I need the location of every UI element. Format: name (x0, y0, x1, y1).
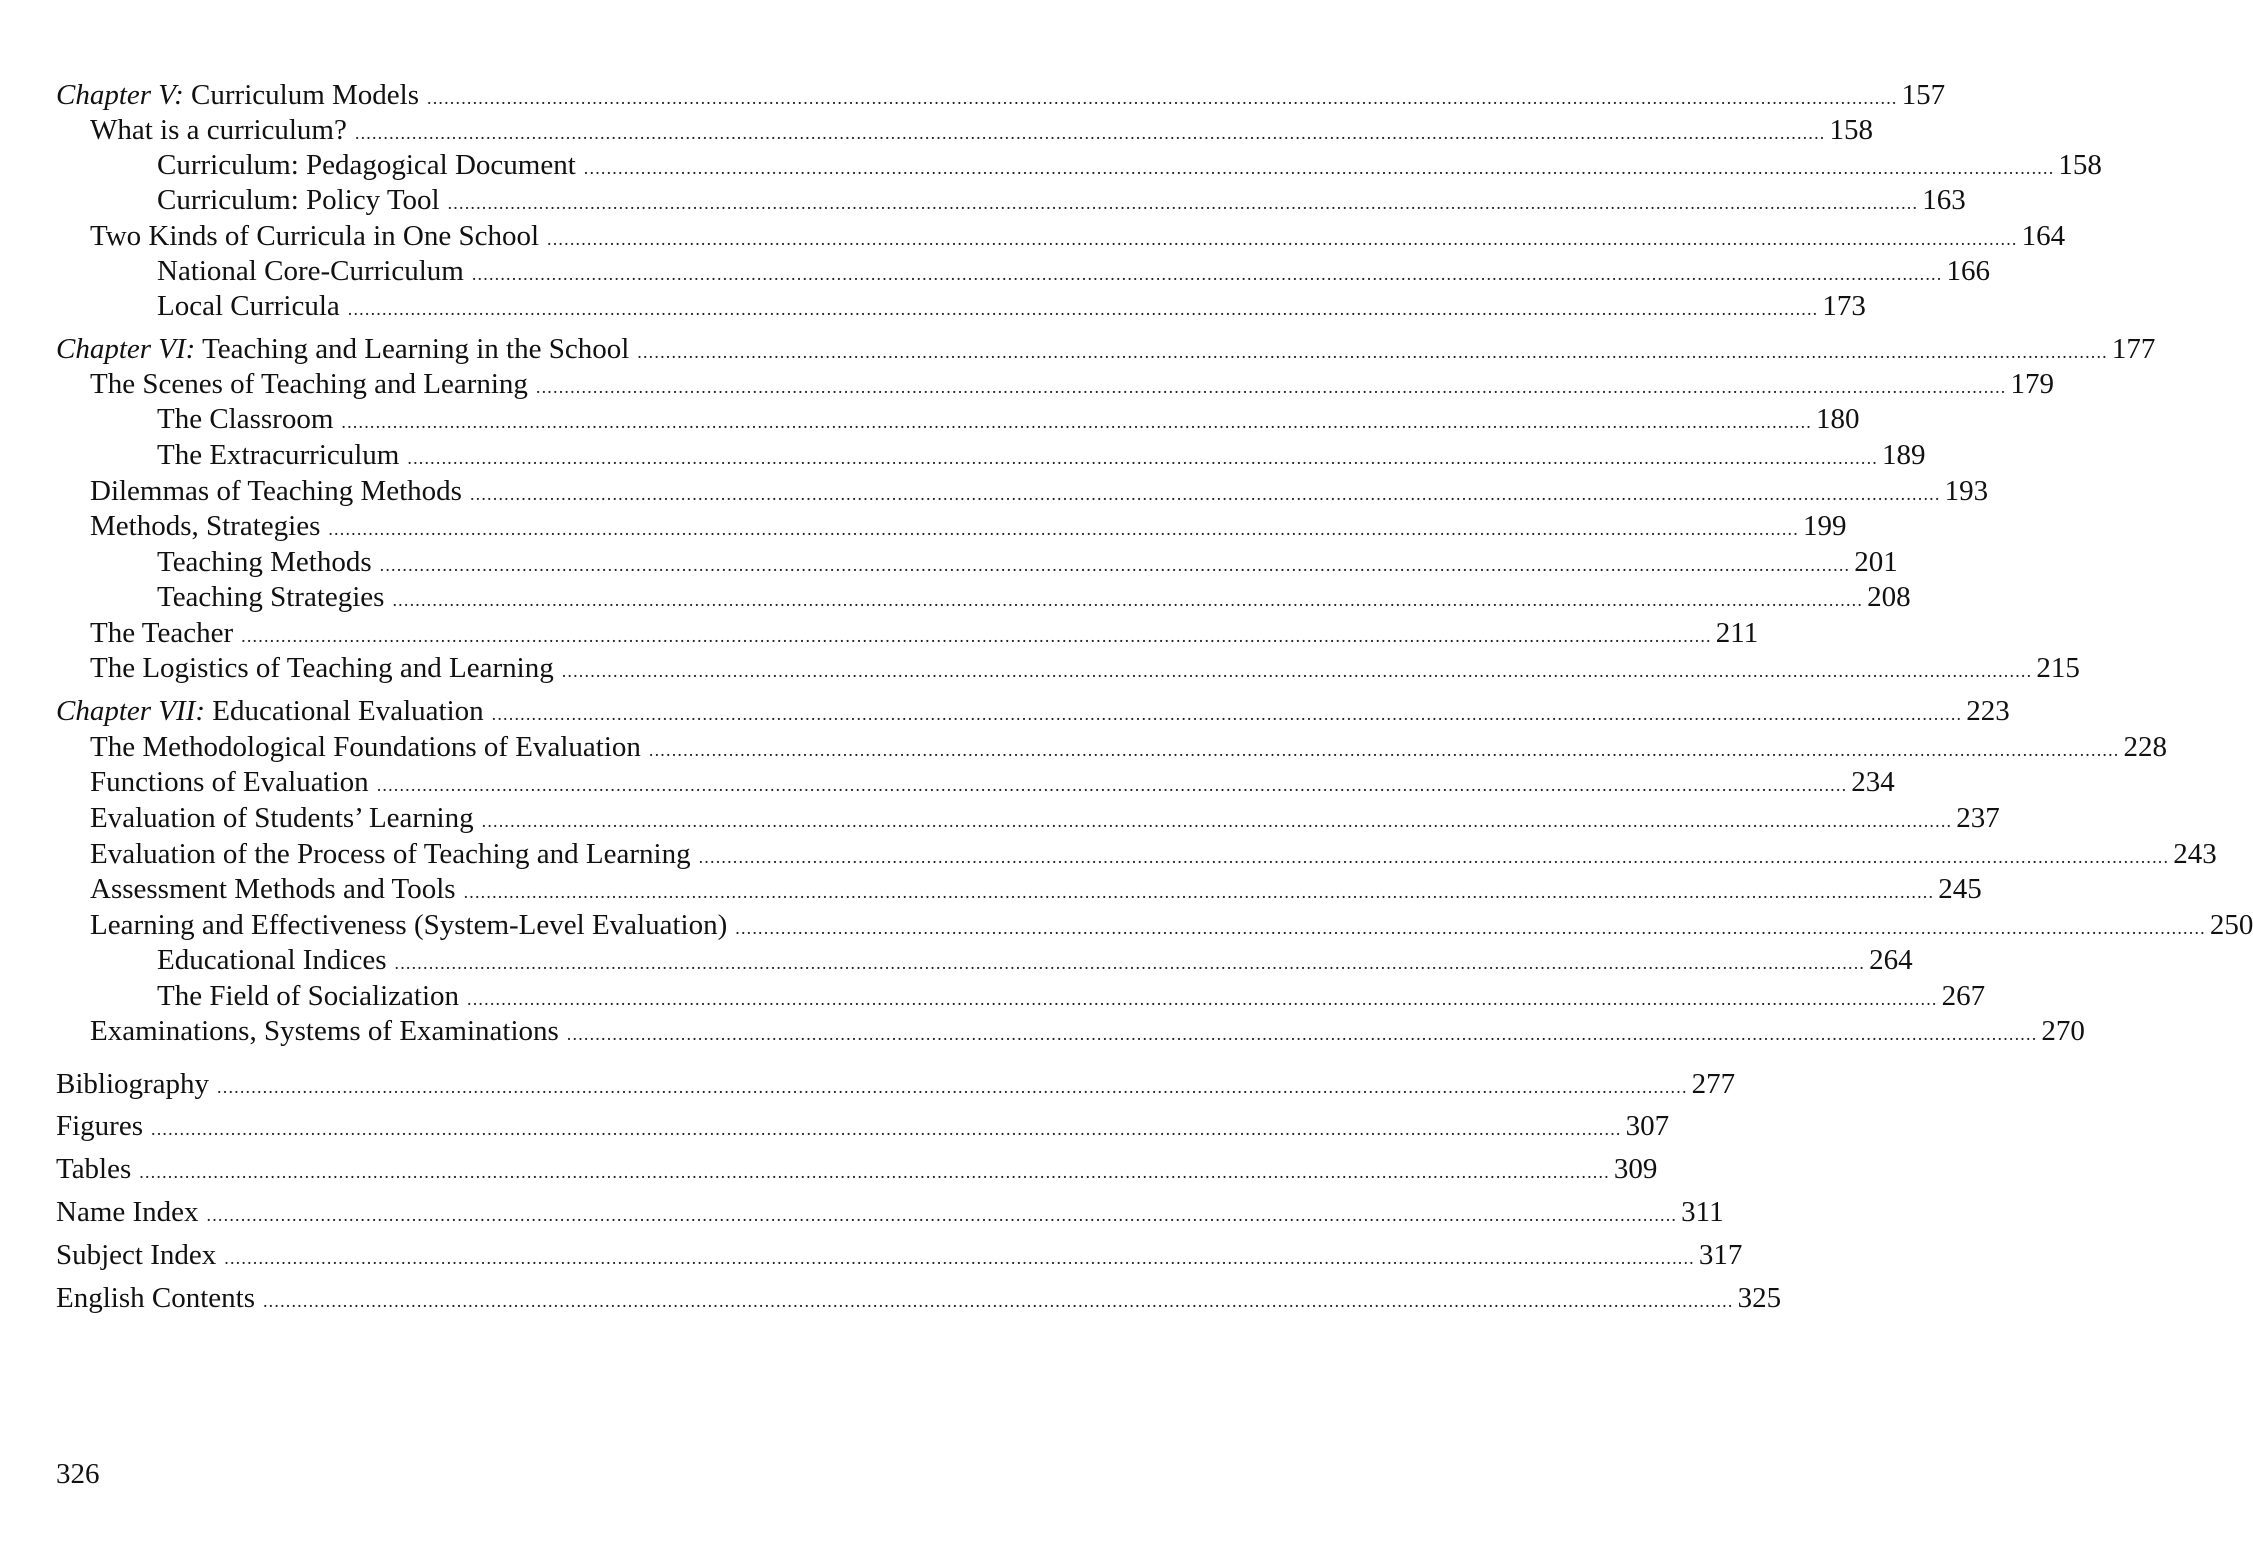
chapter-label: Chapter VII: (56, 695, 205, 727)
toc-subsection-row (0, 978, 1986, 1014)
toc-subsection-row (0, 147, 2102, 183)
toc-section-row (0, 907, 2253, 943)
toc-page-number: 179 (2010, 368, 2055, 400)
toc-page-number: 309 (1613, 1153, 1658, 1185)
toc-page-number: 250 (2209, 909, 2253, 941)
toc-entry-title: The Teacher (90, 617, 234, 649)
toc-entry-title: National Core-Curriculum (157, 255, 464, 287)
dot-leader (562, 653, 2033, 689)
toc-entry-title: Bibliography (56, 1068, 210, 1100)
dot-leader (380, 547, 1851, 583)
toc-subsection-row (0, 942, 1913, 978)
toc-page-number: 245 (1938, 873, 1982, 905)
toc-page-number: 270 (2041, 1015, 2085, 1047)
dot-leader (348, 291, 1819, 327)
toc-subsection-row (0, 437, 1926, 473)
toc-subsection-row (0, 544, 1898, 580)
toc-section-row (0, 366, 2055, 402)
toc-chapter-row (0, 77, 1946, 113)
toc-entry-title: Educational Indices (157, 944, 387, 976)
toc-page-number: 163 (1922, 184, 1966, 216)
toc-entry-title: Examinations, Systems of Examinations (90, 1015, 559, 1047)
toc-page-number: 180 (1816, 403, 1860, 435)
toc-backmatter-row (0, 1280, 1782, 1316)
dot-leader (492, 696, 1963, 732)
dot-leader (584, 150, 2055, 186)
dot-leader (392, 582, 1863, 618)
toc-page-number: 325 (1737, 1282, 1782, 1314)
toc-section-row (0, 729, 2168, 765)
toc-page-number: 307 (1625, 1110, 1670, 1142)
dot-leader (649, 732, 2120, 768)
dot-leader (407, 440, 1878, 476)
toc-page-number: 193 (1944, 475, 1989, 507)
toc-page-number: 158 (1829, 114, 1873, 146)
toc-entry-title: The Methodological Foundations of Evaluation (90, 731, 641, 763)
toc-section-row (0, 218, 2066, 254)
toc-backmatter-row (0, 1151, 1658, 1187)
toc-page-number: 267 (1941, 980, 1986, 1012)
toc-page-number: 158 (2058, 149, 2102, 181)
toc-entry-title: The Field of Socialization (157, 980, 460, 1012)
toc-section-row (0, 764, 1895, 800)
dot-leader (467, 981, 1938, 1017)
toc-page-number: 173 (1822, 290, 1866, 322)
toc-entry-title: English Contents (56, 1282, 255, 1314)
toc-section-row (0, 615, 1759, 651)
toc-page-number: 317 (1698, 1239, 1743, 1271)
toc-page-number: 228 (2123, 731, 2168, 763)
toc-section-row (0, 800, 2000, 836)
toc-subsection-row (0, 401, 1860, 437)
dot-leader (224, 1240, 1695, 1276)
toc-entry-title: Figures (56, 1110, 143, 1142)
dot-leader (699, 839, 2170, 875)
dot-leader (139, 1154, 1610, 1190)
toc-entry-title: The Logistics of Teaching and Learning (90, 652, 554, 684)
chapter-label: Chapter VI: (56, 333, 196, 365)
toc-page-number: 166 (1946, 255, 1990, 287)
toc-subsection-row (0, 253, 1990, 289)
dot-leader (151, 1111, 1622, 1147)
toc-entry-title: The Classroom (157, 403, 334, 435)
toc-section-row (0, 112, 1873, 148)
dot-leader (735, 910, 2206, 946)
toc-section-row (0, 473, 1989, 509)
dot-leader (637, 334, 2108, 370)
toc-entry-title: Chapter V: Curriculum Models (56, 79, 419, 111)
dot-leader (536, 369, 2007, 405)
dot-leader (427, 80, 1898, 116)
toc-entry-title: The Scenes of Teaching and Learning (90, 368, 528, 400)
toc-entry-title: Methods, Strategies (90, 510, 321, 542)
toc-page-number: 189 (1881, 439, 1926, 471)
dot-leader (341, 404, 1812, 440)
toc-page-number: 157 (1901, 79, 1946, 111)
toc-page-number: 223 (1966, 695, 2010, 727)
toc-page-number: 199 (1802, 510, 1847, 542)
dot-leader (482, 803, 1953, 839)
dot-leader (567, 1016, 2038, 1052)
toc-chapter-row (0, 693, 2010, 729)
toc-subsection-row (0, 579, 1911, 615)
toc-page-number: 243 (2173, 838, 2217, 870)
dot-leader (395, 945, 1866, 981)
toc-page-number: 177 (2111, 333, 2156, 365)
toc-section-row (0, 650, 2080, 686)
toc-backmatter-row (0, 1194, 1724, 1230)
dot-leader (448, 185, 1919, 221)
toc-section-row (0, 508, 1847, 544)
toc-page-number: 234 (1851, 766, 1895, 798)
toc-backmatter-row (0, 1108, 1670, 1144)
toc-page-number: 215 (2036, 652, 2080, 684)
dot-leader (547, 221, 2018, 257)
toc-backmatter-row (0, 1066, 1736, 1102)
dot-leader (263, 1283, 1734, 1319)
toc-section-row (0, 836, 2217, 872)
dot-leader (377, 767, 1848, 803)
toc-page-number: 311 (1681, 1196, 1724, 1228)
toc-entry-title: Dilemmas of Teaching Methods (90, 475, 462, 507)
toc-page-number: 208 (1867, 581, 1911, 613)
toc-page-number: 264 (1869, 944, 1913, 976)
toc-entry-title: Assessment Methods and Tools (90, 873, 456, 905)
toc-entry-title: Learning and Effectiveness (System-Level Evaluation) (90, 909, 728, 941)
toc-backmatter-row (0, 1237, 1743, 1273)
toc-page-number: 211 (1715, 617, 1759, 649)
dot-leader (470, 476, 1941, 512)
toc-entry-title: Teaching Methods (157, 546, 372, 578)
dot-leader (355, 115, 1826, 151)
toc-page-number: 237 (1956, 802, 2000, 834)
toc-entry-title: Name Index (56, 1196, 199, 1228)
toc-entry-title: Chapter VII: Educational Evaluation (56, 695, 484, 727)
toc-subsection-row (0, 288, 1866, 324)
toc-entry-title: Functions of Evaluation (90, 766, 369, 798)
toc-entry-title: Tables (56, 1153, 132, 1185)
toc-entry-title: Teaching Strategies (157, 581, 385, 613)
toc-page-number: 164 (2021, 220, 2066, 252)
toc-page-number: 201 (1854, 546, 1898, 578)
toc-entry-title: Chapter VI: Teaching and Learning in the School (56, 333, 630, 365)
toc-entry-title: Two Kinds of Curricula in One School (90, 220, 540, 252)
toc-entry-title: Local Curricula (157, 290, 340, 322)
dot-leader (207, 1197, 1678, 1233)
toc-entry-title: Evaluation of Students’ Learning (90, 802, 474, 834)
toc-section-row (0, 1013, 2085, 1049)
dot-leader (464, 874, 1935, 910)
toc-entry-title: What is a curriculum? (90, 114, 347, 146)
dot-leader (328, 511, 1799, 547)
toc-entry-title: Evaluation of the Process of Teaching and Learning (90, 838, 691, 870)
dot-leader (241, 618, 1712, 654)
dot-leader (217, 1069, 1688, 1105)
toc-entry-title: Curriculum: Pedagogical Document (157, 149, 576, 181)
toc-entry-title: Subject Index (56, 1239, 217, 1271)
toc-chapter-row (0, 331, 2156, 367)
toc-section-row (0, 871, 1982, 907)
dot-leader (472, 256, 1943, 292)
toc-entry-title: Curriculum: Policy Tool (157, 184, 440, 216)
page-number: 326 (56, 1458, 100, 1490)
toc-entry-title: The Extracurriculum (157, 439, 400, 471)
chapter-label: Chapter V: (56, 79, 184, 111)
toc-subsection-row (0, 182, 1966, 218)
toc-page-number: 277 (1691, 1068, 1736, 1100)
